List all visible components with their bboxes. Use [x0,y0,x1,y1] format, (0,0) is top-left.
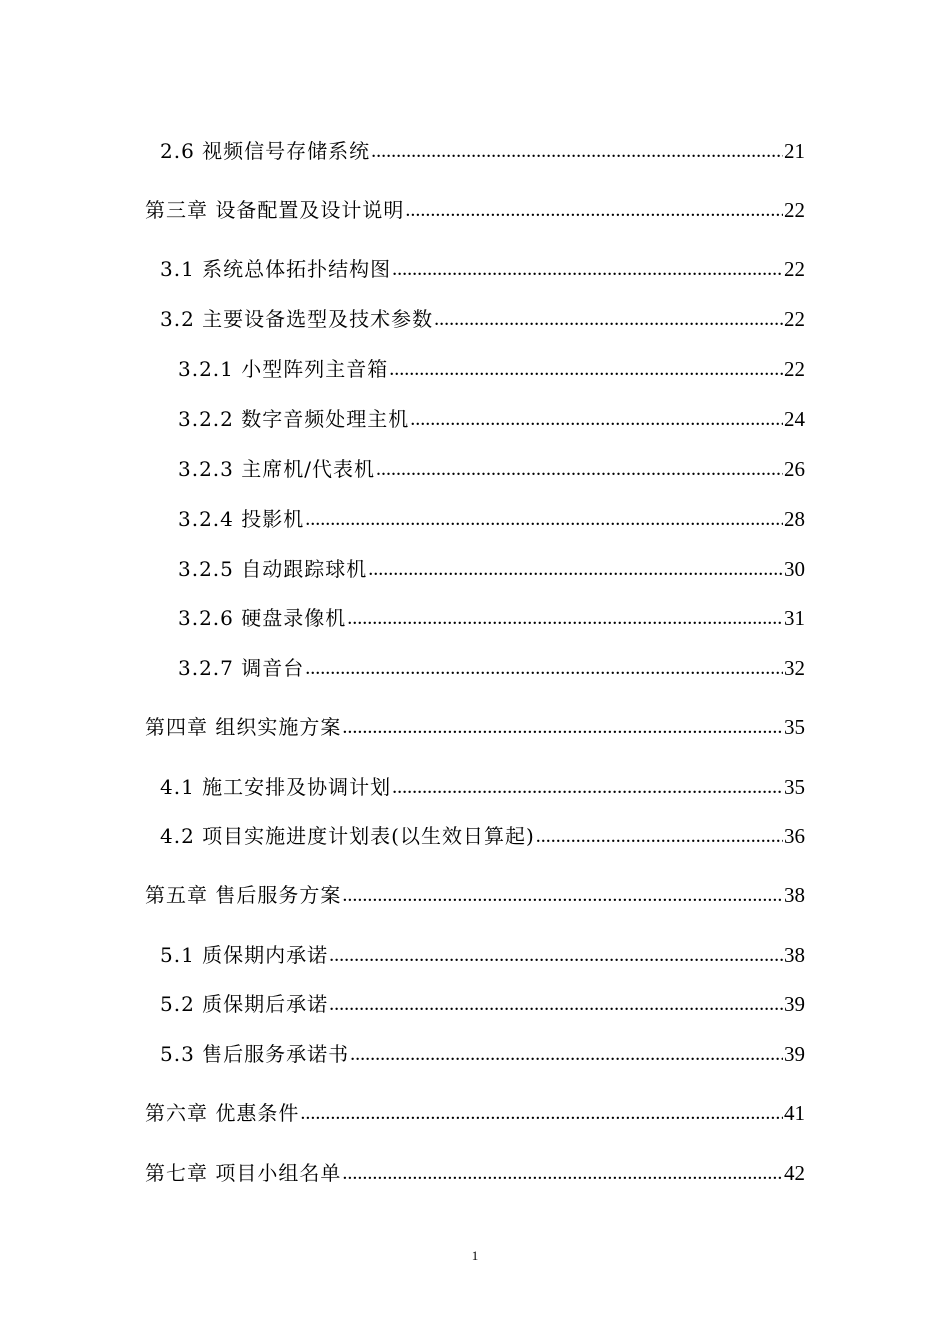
dot-leader [434,305,783,332]
dot-leader [389,355,783,382]
toc-entry-5-3[interactable] [160,1041,805,1067]
toc-entry-title: 第七章 项目小组名单 [145,1161,342,1185]
toc-entry-page: 32 [784,656,805,680]
toc-entry-page: 22 [784,257,805,281]
dot-leader [536,822,783,849]
dot-leader [305,505,783,532]
toc-entry-page: 42 [784,1161,805,1185]
toc-entry-page: 28 [784,507,805,531]
toc-entry-title: 3.2.1 小型阵列主音箱 [178,357,389,381]
toc-entry-page: 22 [784,198,805,222]
dot-leader [342,881,783,908]
toc-entry-4-2[interactable] [160,823,805,849]
dot-leader [350,1040,783,1067]
toc-entry-5-1[interactable] [160,942,805,968]
toc-entry-title: 3.2.6 硬盘录像机 [178,606,347,630]
toc-entry-chapter-4[interactable] [145,714,805,740]
toc-entry-5-2[interactable] [160,991,805,1017]
dot-leader [300,1099,783,1126]
toc-entry-page: 21 [784,139,805,163]
toc-entry-3-2-5[interactable] [178,556,805,582]
toc-entry-title: 3.2.4 投影机 [178,507,305,531]
toc-entry-page: 36 [784,824,805,848]
toc-entry-page: 31 [784,606,805,630]
toc-entry-title: 4.1 施工安排及协调计划 [160,775,392,799]
dot-leader [329,990,783,1017]
toc-entry-chapter-6[interactable] [145,1100,805,1126]
toc-entry-title: 3.2.5 自动跟踪球机 [178,557,368,581]
dot-leader [376,455,783,482]
toc-entry-title: 第五章 售后服务方案 [145,883,342,907]
dot-leader [342,1159,783,1186]
toc-entry-3-2-2[interactable] [178,406,805,432]
toc-entry-title: 3.2.3 主席机/代表机 [178,457,375,481]
page-number: 1 [471,1248,479,1263]
toc-entry-page: 39 [784,992,805,1016]
toc-entry-3-2-1[interactable] [178,356,805,382]
dot-leader [347,604,783,631]
toc-entry-title: 第三章 设备配置及设计说明 [145,198,405,222]
toc-entry-title: 第四章 组织实施方案 [145,715,342,739]
toc-entry-chapter-7[interactable] [145,1160,805,1186]
toc-entry-page: 41 [784,1101,805,1125]
toc-entry-title: 2.6 视频信号存储系统 [160,139,371,163]
toc-entry-title: 5.2 质保期后承诺 [160,992,329,1016]
toc-entry-4-1[interactable] [160,774,805,800]
toc-entry-chapter-5[interactable] [145,882,805,908]
dot-leader [392,773,783,800]
toc-entry-page: 39 [784,1042,805,1066]
toc-entry-page: 22 [784,357,805,381]
toc-entry-chapter-3[interactable] [145,197,805,223]
toc-entry-title: 5.1 质保期内承诺 [160,943,329,967]
dot-leader [371,137,783,164]
toc-entry-2-6[interactable] [160,138,805,164]
toc-entry-3-2-4[interactable] [178,506,805,532]
toc-entry-title: 3.2.7 调音台 [178,656,305,680]
toc-entry-title: 第六章 优惠条件 [145,1101,300,1125]
dot-leader [342,713,783,740]
toc-entry-title: 3.2 主要设备选型及技术参数 [160,307,434,331]
toc-entry-title: 4.2 项目实施进度计划表(以生效日算起) [160,824,535,848]
dot-leader [329,941,783,968]
dot-leader [392,255,783,282]
toc-entry-page: 38 [784,943,805,967]
toc-entry-page: 22 [784,307,805,331]
dot-leader [368,555,783,582]
toc-entry-3-2-6[interactable] [178,605,805,631]
dot-leader [410,405,783,432]
toc-entry-page: 26 [784,457,805,481]
toc-entry-page: 24 [784,407,805,431]
toc-entry-page: 30 [784,557,805,581]
toc-entry-3-2[interactable] [160,306,805,332]
toc-entry-title: 3.1 系统总体拓扑结构图 [160,257,392,281]
toc-entry-page: 35 [784,715,805,739]
dot-leader [405,196,783,223]
toc-entry-page: 38 [784,883,805,907]
toc-entry-title: 3.2.2 数字音频处理主机 [178,407,410,431]
toc-entry-3-1[interactable] [160,256,805,282]
toc-entry-page: 35 [784,775,805,799]
dot-leader [305,654,783,681]
toc-entry-3-2-7[interactable] [178,655,805,681]
toc-entry-title: 5.3 售后服务承诺书 [160,1042,350,1066]
toc-entry-3-2-3[interactable] [178,456,805,482]
